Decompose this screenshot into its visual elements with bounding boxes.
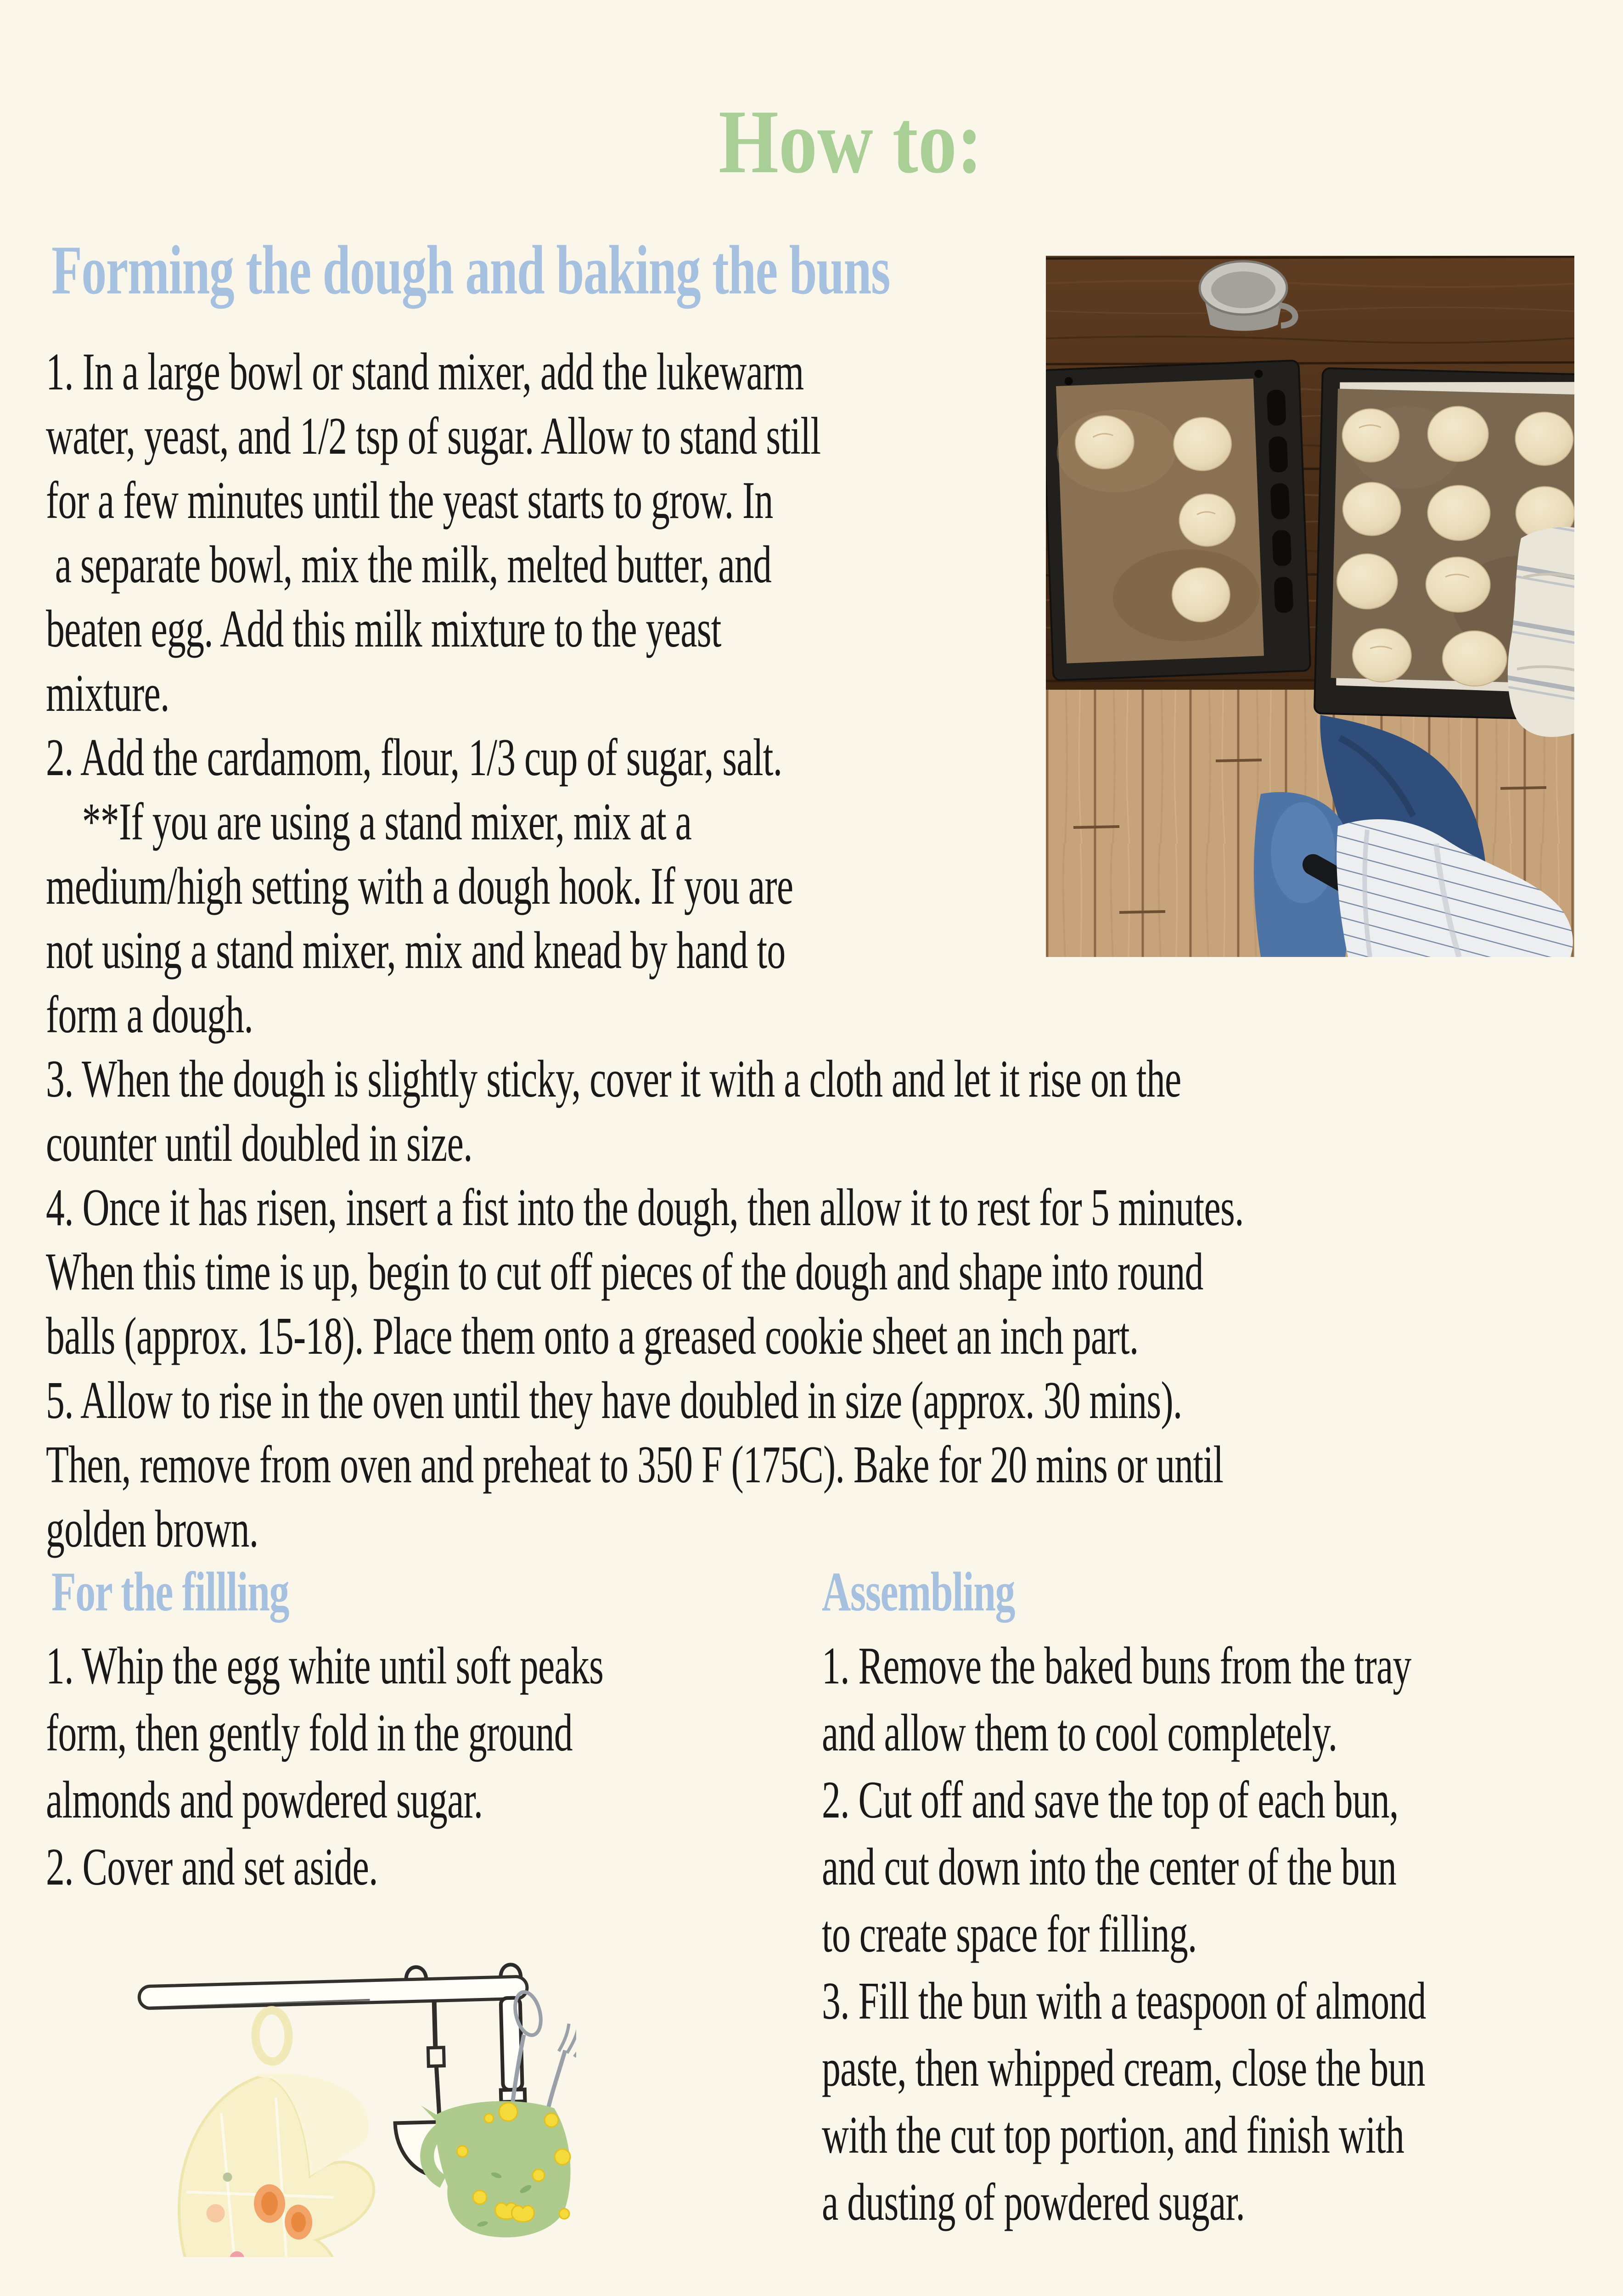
text-line: 5. Allow to rise in the oven until they have doubled in size (approx. 30 mins). <box>46 1371 1182 1429</box>
text-line: 4. Once it has risen, insert a fist into the dough, then allow it to rest for 5 minutes. <box>46 1178 1244 1237</box>
page-title: How to: <box>719 91 983 192</box>
text-line: almonds and powdered sugar. <box>46 1771 483 1829</box>
text-line: 3. Fill the bun with a teaspoon of almond <box>822 1972 1426 2030</box>
text-line: 1. Whip the egg white until soft peaks <box>46 1637 604 1695</box>
text-line: with the cut top portion, and finish with <box>822 2106 1404 2164</box>
kitchen-utensils-illustration <box>112 1958 576 2257</box>
text-line: and allow them to cool completely. <box>822 1704 1337 1762</box>
text-line: 2. Cut off and save the top of each bun, <box>822 1771 1398 1829</box>
text-line: for a few minutes until the yeast starts to grow. In <box>46 471 773 529</box>
section-heading-filling: For the fillling <box>51 1561 289 1623</box>
oven-mitt <box>174 2008 378 2257</box>
instructions-assembling <box>822 1632 1623 2236</box>
text-line: medium/high setting with a dough hook. If you are <box>46 857 793 915</box>
instructions-forming-narrow <box>46 340 1137 1047</box>
text-line: not using a stand mixer, mix and knead by hand to <box>46 921 786 979</box>
instructions-filling <box>46 1632 831 1901</box>
dough-trays-photo-art <box>1046 256 1574 957</box>
text-line: beaten egg. Add this milk mixture to the yeast <box>46 600 721 658</box>
lemon-jug <box>421 2101 571 2237</box>
mitt-loop <box>255 2010 289 2062</box>
text-line: **If you are using a stand mixer, mix at a <box>46 793 692 851</box>
text-line: paste, then whipped cream, close the bun <box>822 2039 1425 2097</box>
left-tray <box>1046 360 1310 681</box>
text-line: form a dough. <box>46 985 253 1044</box>
text-line: 2. Add the cardamom, flour, 1/3 cup of sugar, salt. <box>46 728 782 787</box>
text-line: a dusting of powdered sugar. <box>822 2173 1245 2231</box>
text-line: a separate bowl, mix the milk, melted butter, and <box>46 535 772 594</box>
section-heading-forming: Forming the dough and baking the buns <box>51 231 890 309</box>
kitchen-utensils-art <box>112 1958 576 2257</box>
text-line: and cut down into the center of the bun <box>822 1838 1397 1896</box>
text-line: When this time is up, begin to cut off pieces of the dough and shape into round <box>46 1243 1203 1301</box>
text-line: counter until doubled in size. <box>46 1114 472 1172</box>
instructions-forming-wide <box>46 1047 1623 1561</box>
dough-trays-photo <box>1046 256 1574 957</box>
text-line: golden brown. <box>46 1500 258 1558</box>
text-line: form, then gently fold in the ground <box>46 1704 573 1762</box>
text-line: 2. Cover and set aside. <box>46 1838 378 1896</box>
text-line: 1. In a large bowl or stand mixer, add the lukewarm <box>46 343 804 401</box>
text-line: balls (approx. 15-18). Place them onto a greased cookie sheet an inch part. <box>46 1307 1139 1365</box>
text-line: water, yeast, and 1/2 tsp of sugar. Allow to stand still <box>46 407 821 465</box>
text-line: Then, remove from oven and preheat to 350 F (175C). Bake for 20 mins or until <box>46 1435 1224 1494</box>
text-line: 3. When the dough is slightly sticky, cover it with a cloth and let it rise on the <box>46 1050 1181 1108</box>
text-line: mixture. <box>46 664 169 722</box>
text-line: 1. Remove the baked buns from the tray <box>822 1637 1411 1695</box>
text-line: to create space for filling. <box>822 1905 1197 1963</box>
section-heading-assembling: Assembling <box>822 1561 1015 1623</box>
hanging-rail <box>139 1964 528 2009</box>
